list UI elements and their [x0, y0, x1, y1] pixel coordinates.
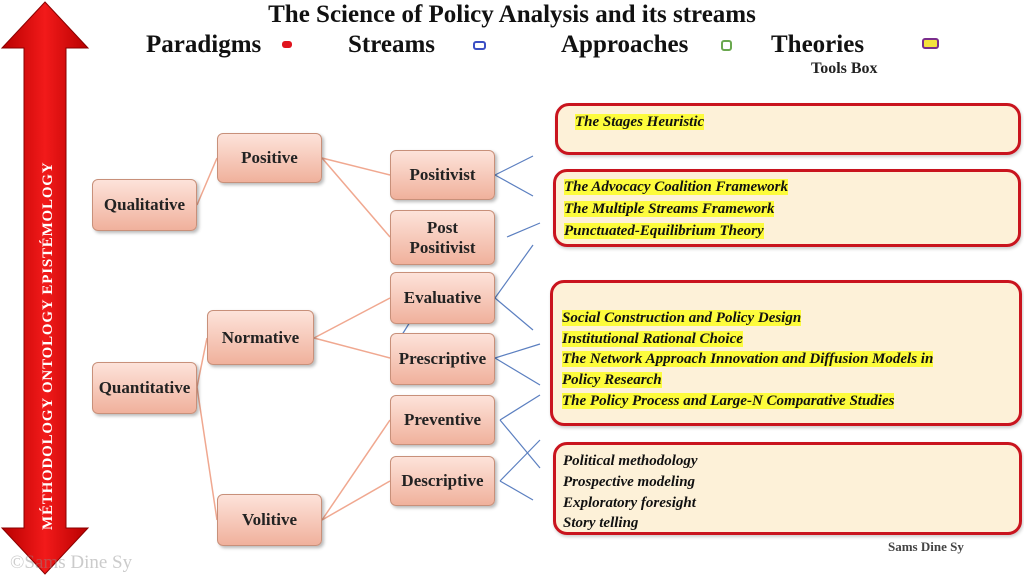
node-volitive: Volitive	[217, 494, 322, 546]
tools-panel	[553, 442, 1022, 535]
theory-item: The Multiple Streams Framework	[564, 201, 775, 217]
node-quantitative: Quantitative	[92, 362, 197, 414]
node-preventive: Preventive	[390, 395, 495, 445]
tool-item: Political methodology	[563, 453, 698, 469]
theory-item: The Advocacy Coalition Framework	[564, 179, 789, 195]
theory-item: Punctuated-Equilibrium Theory	[564, 223, 764, 239]
node-post-positivist: Post Positivist	[390, 210, 495, 265]
theory-item: Institutional Rational Choice	[562, 331, 743, 347]
theory-item: The Policy Process and Large-N Comparative Studies	[562, 393, 895, 409]
theory-item: The Stages Heuristic	[575, 114, 705, 130]
node-prescriptive: Prescriptive	[390, 333, 495, 385]
theories-panel-2	[553, 169, 1021, 247]
node-positive: Positive	[217, 133, 322, 183]
theory-item: Policy Research	[562, 372, 662, 388]
tool-item: Story telling	[563, 515, 639, 531]
legend-paradigms-label: Paradigms	[146, 31, 262, 58]
theories-panel-1	[555, 103, 1021, 155]
node-normative: Normative	[207, 310, 314, 365]
node-evaluative: Evaluative	[390, 272, 495, 324]
legend-streams-label: Streams	[348, 31, 436, 58]
node-descriptive: Descriptive	[390, 456, 495, 506]
theory-item: The Network Approach Innovation and Diffusion Models in	[562, 351, 934, 367]
tool-item: Prospective modeling	[563, 474, 696, 490]
legend-approaches-label: Approaches	[561, 31, 689, 58]
node-positivist: Positivist	[390, 150, 495, 200]
tool-item: Exploratory foresight	[563, 495, 696, 511]
author-credit: Sams Dine Sy	[888, 539, 964, 554]
theories-panel-3	[550, 280, 1022, 426]
legend-theories-label: Theories	[771, 31, 865, 58]
watermark: ©Sams Dine Sy	[10, 552, 133, 573]
node-qualitative: Qualitative	[92, 179, 197, 231]
theory-item: Social Construction and Policy Design	[562, 310, 802, 326]
page-title: The Science of Policy Analysis and its streams	[268, 1, 756, 28]
arrow-vertical-label: MÉTHODOLOGY ONTOLOGY EPISTÉMOLOGY	[40, 161, 56, 530]
tools-box-label: Tools Box	[811, 60, 878, 77]
